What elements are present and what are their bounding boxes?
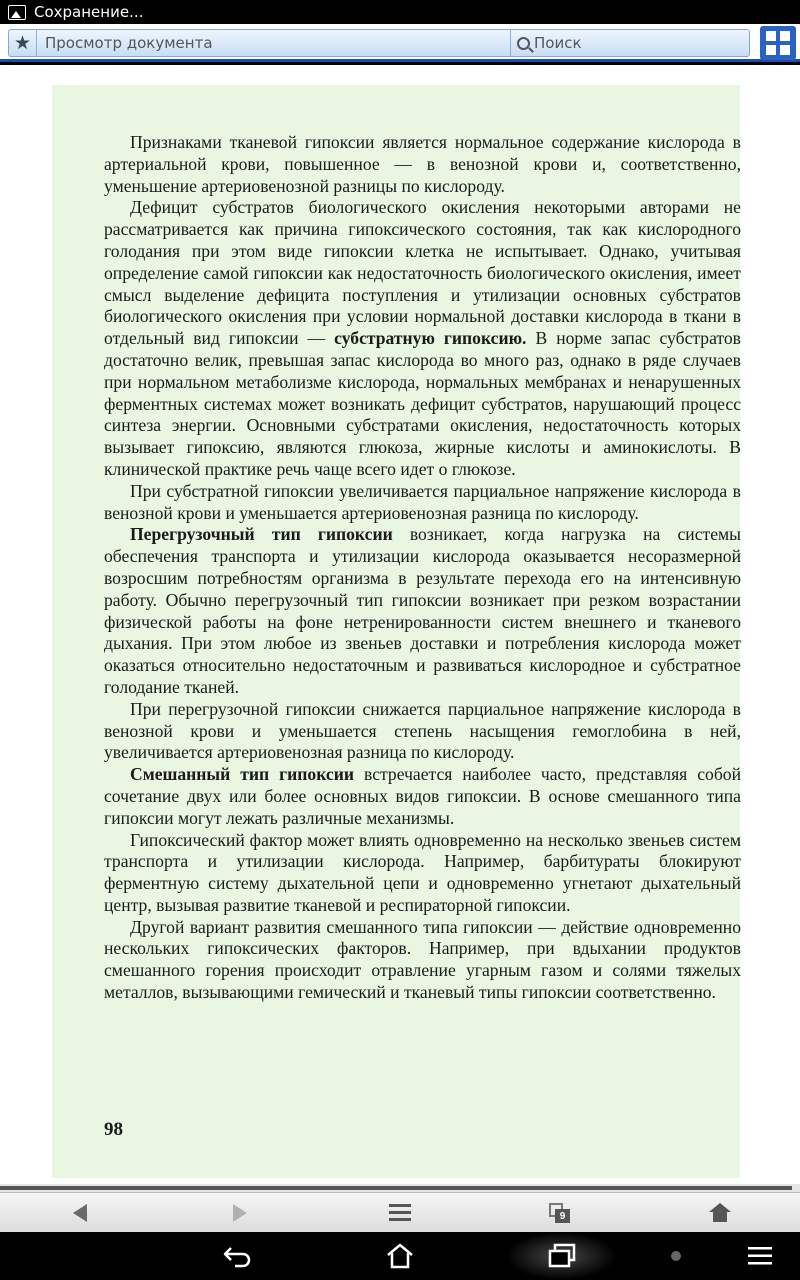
back-icon (223, 1244, 253, 1268)
paragraph: Признаками тканевой гипоксии является нормальное содержание кислорода в артериальной крови, повышенное — в венозной крови и, соответственно, уменьшение артериовенозной разницы по кислороду. (104, 132, 741, 196)
toolbar (0, 24, 800, 62)
prev-page-button[interactable] (50, 1193, 110, 1233)
menu-button[interactable] (720, 1232, 800, 1280)
search-icon (517, 37, 530, 50)
page-text (104, 132, 741, 1004)
pages-icon (549, 1203, 571, 1223)
home-button[interactable] (360, 1232, 440, 1280)
paragraph: Смешанный тип гипоксии встречается наиболее часто, представляя собой сочетание двух или более основных видов гипоксии. В основе смешанного типа гипоксии могут лежать различные механизмы. (104, 764, 741, 828)
document-title: Просмотр документа (37, 30, 511, 56)
back-button[interactable] (198, 1232, 278, 1280)
pages-button[interactable] (530, 1193, 590, 1233)
reader-home-button[interactable] (690, 1193, 750, 1233)
grid-button[interactable] (760, 26, 796, 60)
chevron-left-icon (73, 1204, 87, 1222)
status-bar (0, 0, 800, 24)
star-icon[interactable]: ★ (9, 30, 37, 56)
dot-icon (671, 1251, 681, 1261)
paragraph: При перегрузочной гипоксии снижается парциальное напряжение кислорода в венозной крови и уменьшается степень насыщения гемоглобина в ней, увеличивается артериовенозная разница по кислороду. (104, 698, 741, 763)
chevron-right-icon (233, 1204, 247, 1222)
document-page (52, 85, 740, 1178)
page-number: 98 (104, 1119, 123, 1140)
pages-badge: 9 (555, 1209, 570, 1223)
home-icon (709, 1203, 731, 1223)
dot-indicator (636, 1232, 716, 1280)
next-page-button[interactable] (210, 1193, 270, 1233)
document-viewport[interactable] (0, 65, 800, 1184)
reading-progress-bar[interactable] (0, 1184, 800, 1192)
paragraph: Перегрузочный тип гипоксии возникает, когда нагрузка на системы обеспечения транспорта и утилизации кислорода оказывается несоразмерной возросшим потребностям организма в результате перехода его на интенсивную работу. Обычно перегрузочный тип гипоксии возникает при резком возрастании физической работы на фоне нетренированности систем внешнего и тканевого дыхания. При этом любое из звеньев доставки и потребления кислорода может оказаться относительно недостаточным и развиваться кислородное и субстратное голодание тканей. (104, 524, 741, 697)
paragraph: Гипоксический фактор может влиять одновременно на несколько звеньев систем транспорта и утилизации кислорода. Например, барбитураты блокируют ферментную систему дыхательной цепи и одновременно угнетают дыхательный центр, вызывая развитие тканевой и респираторной гипоксии. (104, 829, 741, 915)
search-label: Поиск (534, 34, 582, 52)
recent-apps-button[interactable] (522, 1232, 602, 1280)
paragraph: Другой вариант развития смешанного типа гипоксии — действие одновременно нескольких гипоксических факторов. Например, при вдыхании продуктов смешанного горения происходит отравление угарным газом и солями тяжелых металлов, вызывающими гемический и тканевый типы гипоксии соответственно. (104, 916, 741, 1003)
home-icon (385, 1242, 415, 1270)
paragraph: При субстратной гипоксии увеличивается парциальное напряжение кислорода в венозной крови и уменьшается артериовенозная разница по кислороду. (104, 480, 741, 523)
grid-icon (766, 31, 776, 41)
recent-apps-icon (547, 1243, 577, 1269)
search-button[interactable] (511, 30, 749, 56)
paragraph: Дефицит субстратов биологического окисления некоторыми авторами не рассматривается как причина гипоксического состояния, так как кислородного голодания при этом виде гипоксии клетка не испытывает. Однако, учитывая определение самой гипоксии как недостаточность биологического окисления, имеет смысл выделение дефицита поступления и утилизации основных субстратов биологического окисления при условии нормальной доставки кислорода в ткани в отдельный вид гипоксии — субстратную гипоксию. В норме запас субстратов достаточно велик, превышая запас кислорода во много раз, однако в ряде случаев при нормальном метаболизме кислорода, нормальных мембранах и ненарушенных ферментных системах может возникать дефицит субстратов, нарушающий процесс синтеза энергии. Основными субстратами окисления, недостаточность которых вызывает гипоксию, являются глюкоза, жирные кислоты и аминокислоты. В клинической практике речь чаще всего идет о глюкозе. (104, 197, 741, 479)
image-icon (8, 5, 26, 20)
list-icon (389, 1204, 411, 1222)
system-nav-bar (0, 1232, 800, 1280)
status-text: Сохранение... (34, 3, 144, 21)
address-bar (8, 29, 750, 57)
reading-progress-fill (0, 1186, 792, 1190)
reader-nav-bar (0, 1192, 800, 1232)
menu-icon (747, 1245, 773, 1267)
toc-button[interactable] (370, 1193, 430, 1233)
